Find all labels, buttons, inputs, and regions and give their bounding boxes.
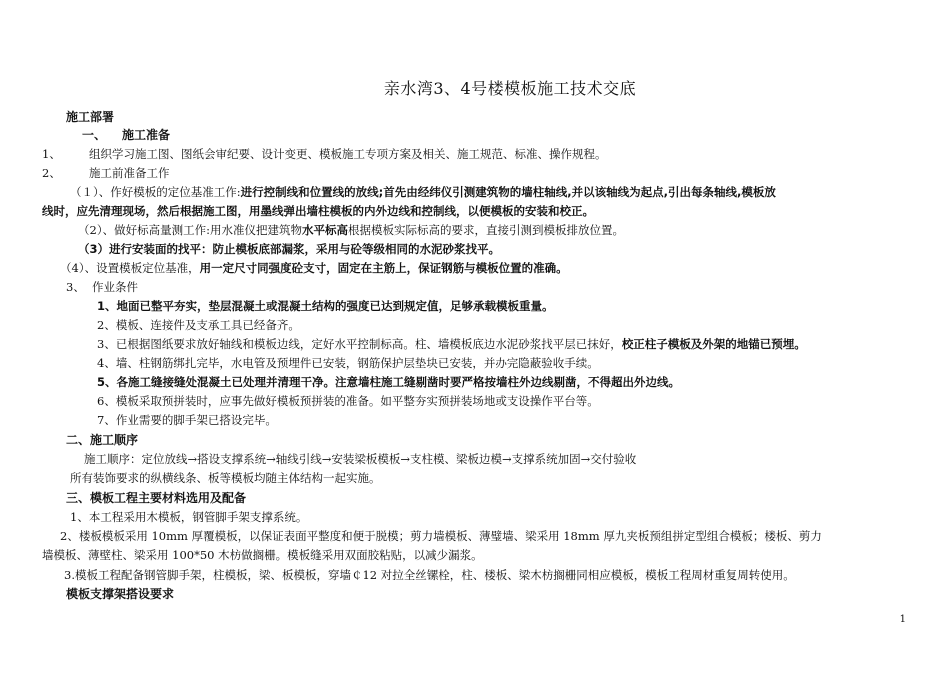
prep-3-line: （3）进行安装面的找平：防止模板底部漏浆，采用与砼等级相同的水泥砂浆找平。 — [78, 242, 500, 256]
heading-1-text: 施工准备 — [122, 128, 171, 142]
prep-2-bold: 水平标高 — [301, 223, 348, 237]
condition-5: 5、各施工缝接缝处混凝土已处理并清理干净。注意墙柱施工缝剔凿时要严格按墙柱外边线剔凿，不得超出外边线。 — [97, 375, 680, 389]
heading-3: 三、模板工程主要材料选用及配备 — [66, 491, 247, 505]
material-2-line-a: 2、楼板模板采用 10mm 厚覆模板，以保证表面平整度和便于脱模；剪力墙模板、薄璧墙、梁采用 18mm 厚九夹板预组拼定型组合模板；楼板、剪力 — [60, 529, 822, 543]
construction-sequence: 施工顺序：定位放线→搭设支撑系统→轴线引线→安装梁板模板→支柱模、梁板边模→支撑系统加固→交付验收 — [84, 452, 637, 466]
item-1-number: 1、 — [42, 147, 61, 161]
document-title: 亲水湾3、4号楼模板施工技术交底 — [383, 79, 637, 98]
condition-3-bold: 校正柱子模板及外架的地锚已预埋。 — [621, 337, 806, 351]
prep-4-lead: （4）、设置模板定位基准， — [60, 261, 200, 275]
item-1-text: 组织学习施工图、图纸会审纪要、设计变更、模板施工专项方案及相关、施工规范、标准、操作规程。 — [89, 147, 607, 161]
prep-2-line — [78, 221, 624, 239]
condition-1: 1、地面已整平夯实，垫层混凝土或混凝土结构的强度已达到规定值，足够承载模板重量。 — [97, 299, 554, 313]
prep-4-bold: 用一定尺寸同强度砼支寸，固定在主筋上，保证钢筋与模板位置的准确。 — [199, 261, 568, 275]
prep-1-lead: （１）、作好模板的定位基准工作: — [70, 185, 241, 199]
prep-1-line-a — [70, 183, 776, 201]
heading-1-number: 一、 — [82, 128, 107, 142]
condition-4: 4、墙、柱钢筋绑扎完毕，水电管及预埋件已安装，钢筋保护层垫块已安装，并办完隐蔽验收手续。 — [97, 356, 599, 370]
section-construction-deployment: 施工部署 — [66, 110, 115, 124]
heading-4: 模板支撑架搭设要求 — [66, 587, 175, 601]
prep-2-tail: 根据模板实际标高的要求，直接引测到模板排放位置。 — [347, 223, 624, 237]
condition-2: 2、模板、连接件及支承工具已经备齐。 — [97, 318, 300, 332]
prep-1-line-b: 线时，应先清理现场，然后根据施工图，用墨线弹出墙柱模板的内外边线和控制线，以便模板的安装和校正。 — [42, 204, 594, 218]
sequence-note: 所有装饰要求的纵横线条、板等模板均随主体结构一起实施。 — [70, 471, 381, 485]
prep-2-lead: （2）、做好标高量测工作:用水准仪把建筑物 — [78, 223, 302, 237]
item-3-text: 作业条件 — [92, 280, 138, 294]
material-2-line-b: 墙模板、薄壁柱、梁采用 100*50 木枋做搁栅。模板缝采用双面胶粘贴，以减少漏浆。 — [42, 548, 483, 562]
heading-2: 二、施工顺序 — [66, 433, 139, 447]
page-number: 1 — [899, 614, 906, 625]
material-3: 3.模板工程配备钢管脚手架，柱模板，梁、板模板，穿墙￠12 对拉全丝镙栓，柱、楼板、梁木枋搁栅同相应模板，模板工程周材重复周转使用。 — [64, 568, 795, 582]
prep-1-bold: 进行控制线和位置线的放线;首先由经纬仪引测建筑物的墙柱轴线,并以该轴线为起点,引出每条轴线,模板放 — [240, 185, 776, 199]
item-2-text: 施工前准备工作 — [89, 166, 170, 180]
prep-4-line — [60, 259, 568, 277]
condition-3 — [97, 335, 806, 353]
condition-7: 7、作业需要的脚手架已搭设完毕。 — [97, 413, 277, 427]
item-3-number: 3、 — [66, 280, 85, 294]
condition-6: 6、模板采取预拼装时，应事先做好模板预拼装的准备。如平整夯实预拼装场地或支设操作平台等。 — [97, 394, 599, 408]
material-1: 1、本工程采用木模板，钢管脚手架支撑系统。 — [70, 510, 308, 524]
item-2-number: 2、 — [42, 166, 61, 180]
condition-3-lead: 3、已根据图纸要求放好轴线和模板边线，定好水平控制标高。柱、墙模板底边水泥砂浆找平层已抹好， — [97, 337, 622, 351]
